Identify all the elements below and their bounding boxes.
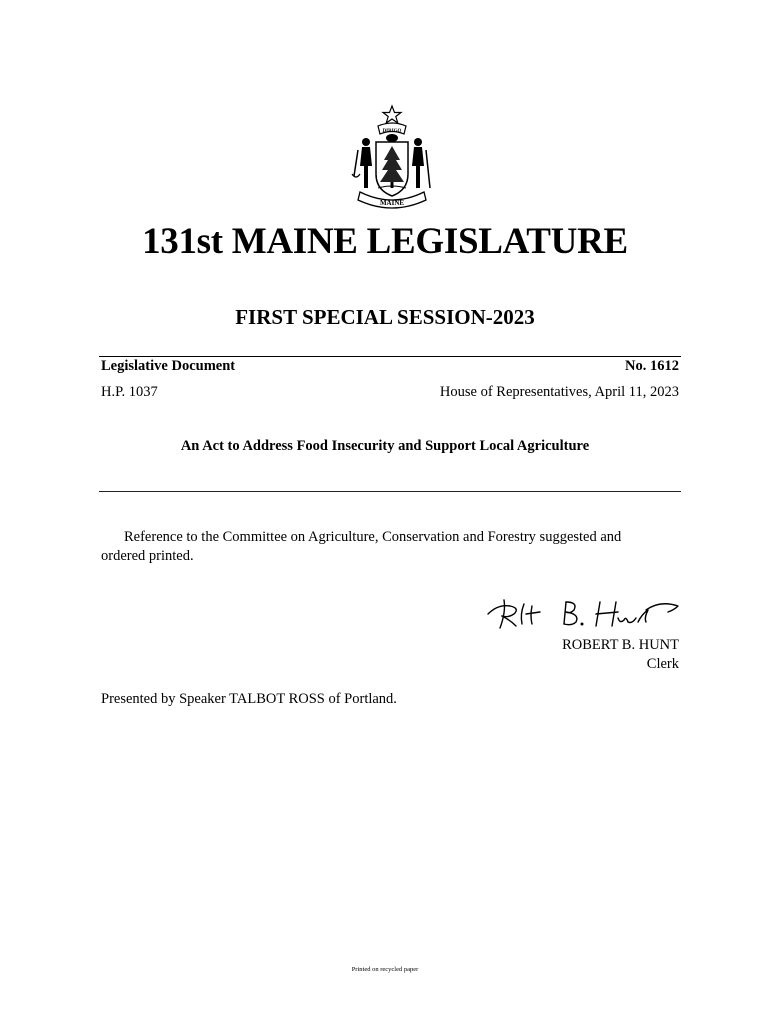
chamber-date: House of Representatives, April 11, 2023 (439, 384, 679, 400)
title-divider (99, 491, 681, 492)
seal-banner: MAINE (379, 199, 405, 207)
committee-reference: Reference to the Committee on Agriculture, Conservation and Forestry suggested and ordered printed. (101, 529, 622, 564)
clerk-title: Clerk (646, 656, 679, 672)
presented-by: Presented by Speaker TALBOT ROSS of Portland. (101, 691, 397, 707)
maine-state-seal-icon (346, 104, 438, 216)
document-type: Legislative Document (101, 358, 236, 374)
paper-info-row (101, 383, 679, 401)
document-number: No. 1612 (625, 358, 679, 374)
session-title: FIRST SPECIAL SESSION-2023 (235, 305, 535, 329)
recycled-paper-note: Printed on recycled paper (351, 966, 419, 973)
legislature-title: 131st MAINE LEGISLATURE (142, 221, 628, 262)
act-title: An Act to Address Food Insecurity and Support Local Agriculture (180, 438, 590, 454)
seal-motto: DIRIGO (382, 129, 402, 134)
paper-number: H.P. 1037 (101, 384, 158, 400)
clerk-name: ROBERT B. HUNT (562, 637, 679, 653)
document-info-row (101, 357, 679, 375)
handwritten-signature-icon (484, 592, 684, 636)
